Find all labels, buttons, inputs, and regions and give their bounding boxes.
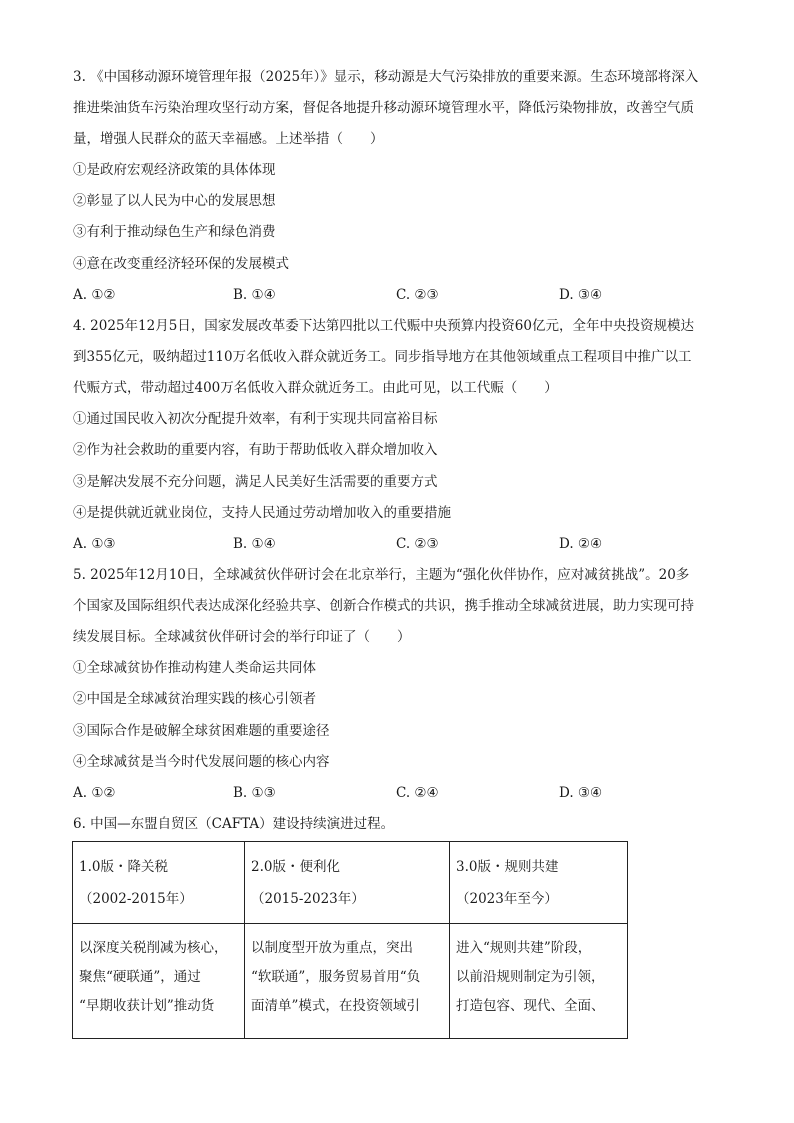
q3-item-4: ④意在改变重经济轻环保的发展模式 bbox=[73, 256, 289, 272]
cell-line: 以制度型开放为重点，突出 bbox=[251, 940, 413, 956]
header-v1-title: 1.0版・降关税 bbox=[79, 859, 168, 875]
q4-item-4: ④是提供就近就业岗位，支持人民通过劳动增加收入的重要措施 bbox=[73, 505, 451, 521]
cell-line: 打造包容、现代、全面、 bbox=[456, 998, 605, 1014]
q4-item-2: ②作为社会救助的重要内容，有助于帮助低收入群众增加收入 bbox=[73, 442, 438, 458]
q6-stem: 6. 中国—东盟自贸区（CAFTA）建设持续演进过程。 bbox=[73, 816, 395, 832]
q3-stem-line-3: 量，增强人民群众的蓝天幸福感。上述举措（ ） bbox=[73, 131, 384, 147]
header-cell-v3 bbox=[450, 842, 628, 924]
q4-options bbox=[73, 534, 713, 554]
q5-option-a[interactable]: A. ①② bbox=[73, 785, 116, 801]
q5-option-c[interactable]: C. ②④ bbox=[396, 785, 439, 801]
cell-line: “早期收获计划”推动货 bbox=[79, 998, 215, 1014]
header-v3-title: 3.0版・规则共建 bbox=[456, 859, 559, 875]
table-header-row bbox=[73, 842, 628, 924]
q5-stem-line-3: 续发展目标。全球减贫伙伴研讨会的举行印证了（ ） bbox=[73, 629, 411, 645]
q3-item-1: ①是政府宏观经济政策的具体体现 bbox=[73, 162, 276, 178]
header-cell-v1 bbox=[73, 842, 245, 924]
q4-stem-line-1: 4. 2025年12月5日，国家发展改革委下达第四批以工代赈中央预算内投资60亿元，全年中央投资规模达 bbox=[73, 318, 694, 334]
q4-option-d[interactable]: D. ②④ bbox=[559, 536, 603, 552]
q4-option-b[interactable]: B. ①④ bbox=[233, 536, 276, 552]
header-v2-period: （2015-2023年） bbox=[251, 891, 365, 907]
q4-option-c[interactable]: C. ②③ bbox=[396, 536, 439, 552]
cell-line: 聚焦“硬联通”，通过 bbox=[79, 969, 201, 985]
header-v2-title: 2.0版・便利化 bbox=[251, 859, 340, 875]
q4-item-1: ①通过国民收入初次分配提升效率，有利于实现共同富裕目标 bbox=[73, 411, 438, 427]
body-cell-v2 bbox=[245, 924, 450, 1039]
header-cell-v2 bbox=[245, 842, 450, 924]
cell-line: 进入“规则共建”阶段， bbox=[456, 940, 592, 956]
cell-line: 以深度关税削减为核心， bbox=[79, 940, 228, 956]
table-row bbox=[73, 924, 628, 1039]
q3-item-3: ③有利于推动绿色生产和绿色消费 bbox=[73, 224, 276, 240]
body-cell-v3 bbox=[450, 924, 628, 1039]
q4-stem-line-3: 代赈方式，带动超过400万名低收入群众就近务工。由此可见，以工代赈（ ） bbox=[73, 380, 558, 396]
q5-stem-line-1: 5. 2025年12月10日，全球减贫伙伴研讨会在北京举行，主题为“强化伙伴协作，应对减贫挑战”。20多 bbox=[73, 567, 690, 583]
q3-item-2: ②彰显了以人民为中心的发展思想 bbox=[73, 193, 276, 209]
q5-options bbox=[73, 783, 713, 803]
q3-option-b[interactable]: B. ①④ bbox=[233, 287, 276, 303]
cell-line: 面清单”模式，在投资领域引 bbox=[251, 998, 420, 1014]
q5-stem-line-2: 个国家及国际组织代表达成深化经验共享、创新合作模式的共识，携手推动全球减贫进展，助力实现可持 bbox=[73, 598, 694, 614]
q5-option-d[interactable]: D. ③④ bbox=[559, 785, 603, 801]
cafta-table bbox=[72, 841, 628, 1039]
q5-item-2: ②中国是全球减贫治理实践的核心引领者 bbox=[73, 691, 316, 707]
q3-stem-line-2: 推进柴油货车污染治理攻坚行动方案，督促各地提升移动源环境管理水平，降低污染物排放，改善空气质 bbox=[73, 100, 694, 116]
cell-line: “软联通”，服务贸易首用“负 bbox=[251, 969, 421, 985]
q5-item-4: ④全球减贫是当今时代发展问题的核心内容 bbox=[73, 754, 330, 770]
q5-option-b[interactable]: B. ①③ bbox=[233, 785, 276, 801]
cell-line: 以前沿规则制定为引领， bbox=[456, 969, 605, 985]
q3-option-a[interactable]: A. ①② bbox=[73, 287, 116, 303]
q4-stem-line-2: 到355亿元，吸纳超过110万名低收入群众就近务工。同步指导地方在其他领域重点工程项目中推广以工 bbox=[73, 349, 692, 365]
q4-item-3: ③是解决发展不充分问题，满足人民美好生活需要的重要方式 bbox=[73, 474, 438, 490]
q4-option-a[interactable]: A. ①③ bbox=[73, 536, 116, 552]
body-cell-v1 bbox=[73, 924, 245, 1039]
q3-options bbox=[73, 285, 713, 305]
q3-option-c[interactable]: C. ②③ bbox=[396, 287, 439, 303]
q5-item-1: ①全球减贫协作推动构建人类命运共同体 bbox=[73, 660, 316, 676]
q5-item-3: ③国际合作是破解全球贫困难题的重要途径 bbox=[73, 723, 330, 739]
q3-stem-line-1: 3. 《中国移动源环境管理年报（2025年）》显示，移动源是大气污染排放的重要来源。生态环境部将深入 bbox=[73, 69, 699, 85]
header-v1-period: （2002-2015年） bbox=[79, 891, 193, 907]
q3-option-d[interactable]: D. ③④ bbox=[559, 287, 603, 303]
header-v3-period: （2023年至今） bbox=[456, 891, 558, 907]
